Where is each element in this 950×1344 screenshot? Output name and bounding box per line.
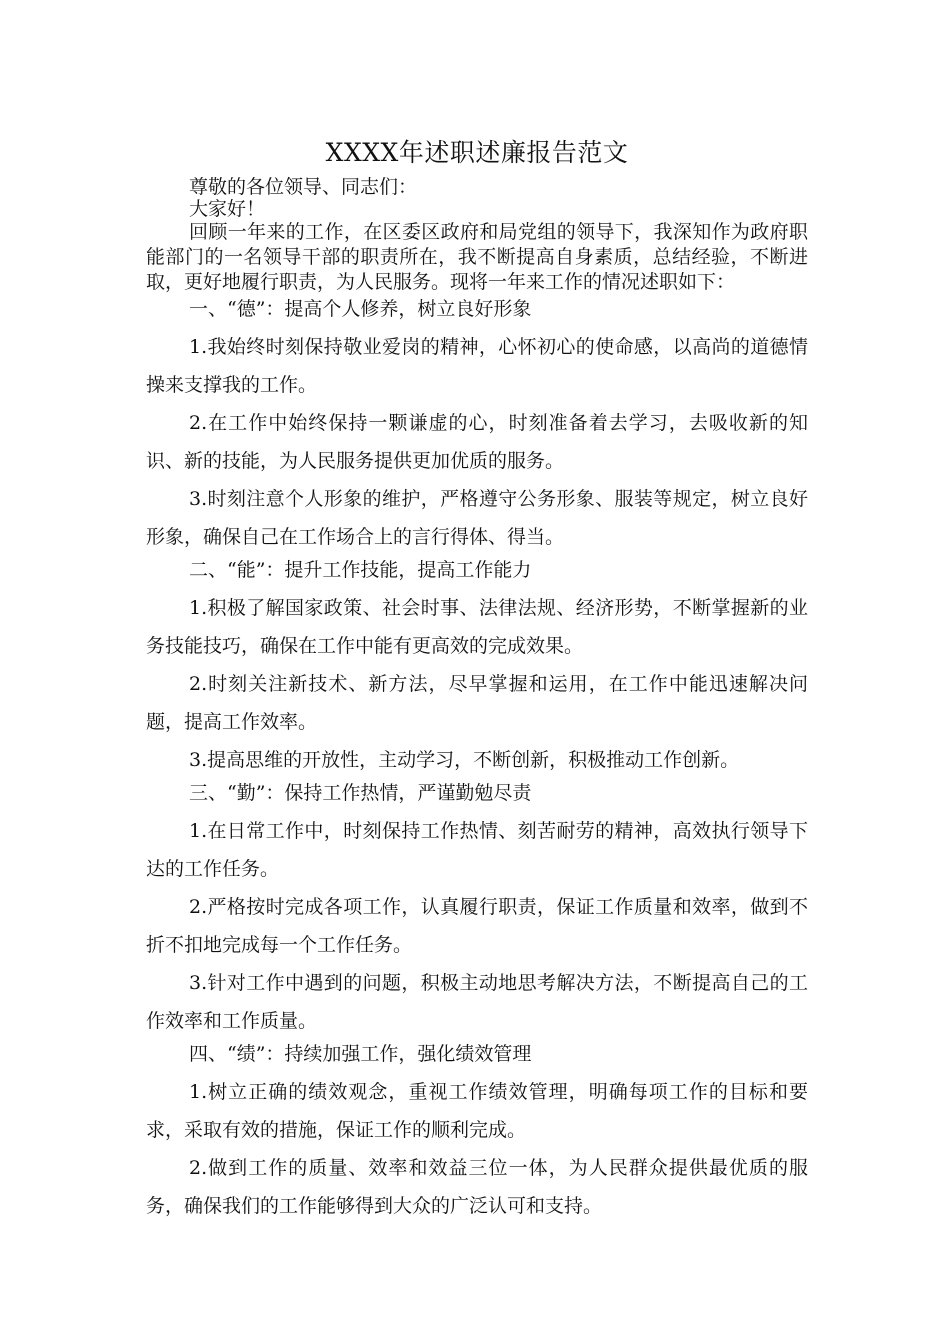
section-qin-item-1: 1.在日常工作中，时刻保持工作热情、刻苦耐劳的精神，高效执行领导下达的工作任务。 — [146, 820, 808, 880]
intro-paragraph: 回顾一年来的工作，在区委区政府和局党组的领导下，我深知作为政府职能部门的一名领导干部的职责所在，我不断提高自身素质，总结经验，不断进取，更好地履行职责，为人民服务。现将一年来工作的情况述职如下： — [146, 221, 808, 293]
section-qin-item-3: 3.针对工作中遇到的问题，积极主动地思考解决方法，不断提高自己的工作效率和工作质量。 — [146, 972, 808, 1032]
section-neng-item-3: 3.提高思维的开放性，主动学习，不断创新，积极推动工作创新。 — [189, 749, 740, 771]
document-title: XXXX年述职述廉报告范文 — [325, 138, 629, 167]
section-ji-item-1: 1.树立正确的绩效观念，重视工作绩效管理，明确每项工作的目标和要求，采取有效的措施，保证工作的顺利完成。 — [146, 1081, 808, 1141]
section-heading-neng: 二、“能”：提升工作技能，提高工作能力 — [189, 559, 532, 581]
document-body — [146, 138, 808, 1225]
section-neng-item-1: 1.积极了解国家政策、社会时事、法律法规、经济形势，不断掌握新的业务技能技巧，确保在工作中能有更高效的完成效果。 — [146, 597, 808, 657]
section-ji-item-2: 2.做到工作的质量、效率和效益三位一体，为人民群众提供最优质的服务，确保我们的工作能够得到大众的广泛认可和支持。 — [146, 1157, 808, 1217]
section-de-item-2: 2.在工作中始终保持一颗谦虚的心，时刻准备着去学习，去吸收新的知识、新的技能，为人民服务提供更加优质的服务。 — [146, 412, 808, 472]
section-neng-item-2: 2.时刻关注新技术、新方法，尽早掌握和运用，在工作中能迅速解决问题，提高工作效率。 — [146, 673, 808, 733]
section-heading-de: 一、“德”：提高个人修养，树立良好形象 — [189, 298, 532, 320]
section-heading-qin: 三、“勤”：保持工作热情，严谨勤勉尽责 — [189, 782, 532, 804]
salutation: 尊敬的各位领导、同志们： — [189, 176, 418, 198]
section-qin-item-2: 2.严格按时完成各项工作，认真履行职责，保证工作质量和效率，做到不折不扣地完成每一个工作任务。 — [146, 896, 808, 956]
greeting: 大家好！ — [189, 198, 266, 220]
section-heading-ji: 四、“绩”：持续加强工作，强化绩效管理 — [189, 1043, 532, 1065]
section-de-item-3: 3.时刻注意个人形象的维护，严格遵守公务形象、服装等规定，树立良好形象，确保自己在工作场合上的言行得体、得当。 — [146, 488, 808, 548]
section-de-item-1: 1.我始终时刻保持敬业爱岗的精神，心怀初心的使命感，以高尚的道德情操来支撑我的工作。 — [146, 336, 808, 396]
